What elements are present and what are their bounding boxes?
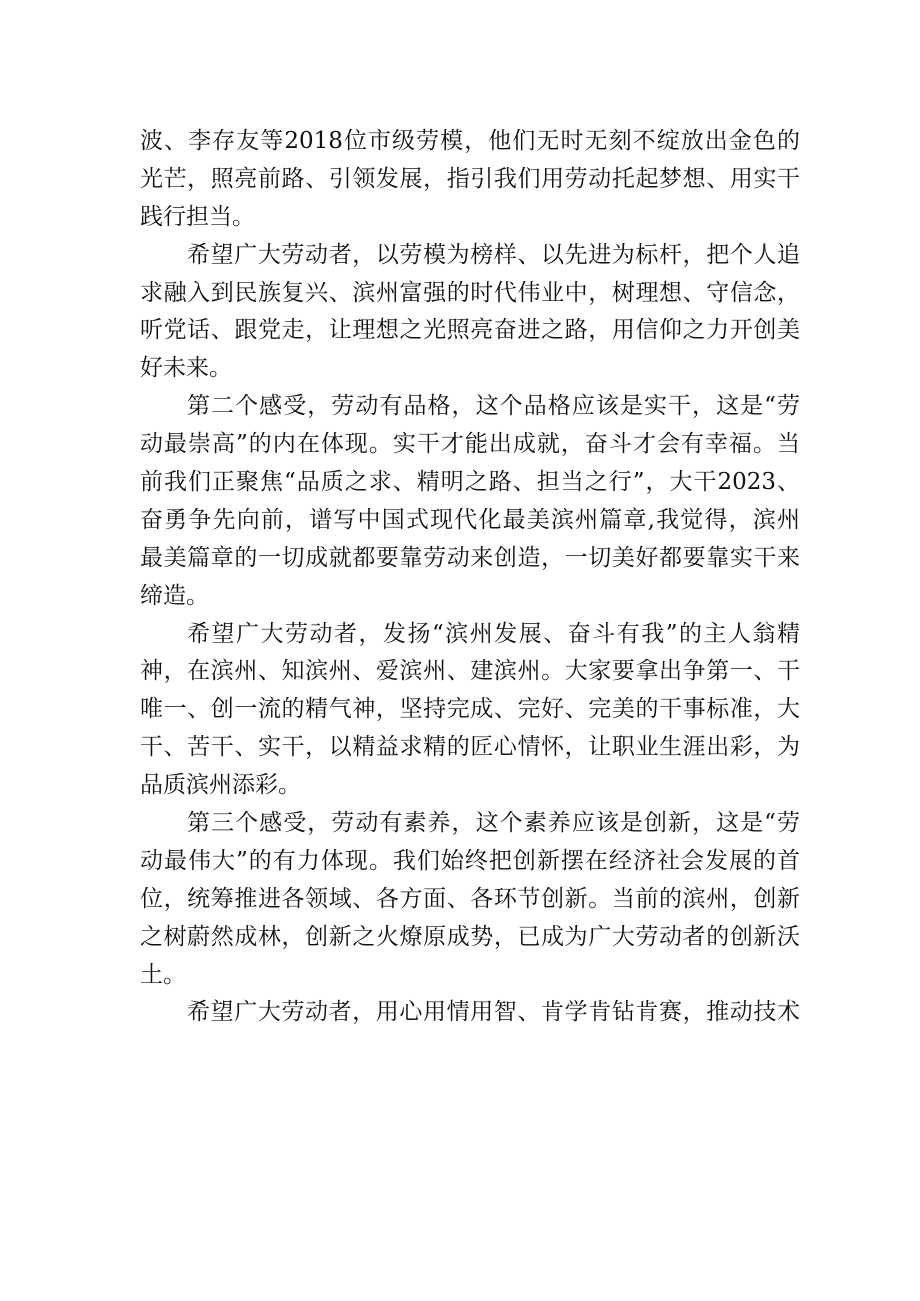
- body-text-line: 最美篇章的一切成就都要靠劳动来创造，一切美好都要靠实干来: [140, 544, 800, 571]
- body-text-line: 波、李存友等2018位市级劳模，他们无时无刻不绽放出金色的: [140, 128, 800, 154]
- body-text-line: 位，统筹推进各领域、各方面、各环节创新。当前的滨州，创新: [140, 885, 800, 912]
- body-text-line: 希望广大劳动者，以劳模为榜样、以先进为标杆，把个人追: [187, 241, 800, 268]
- body-text-line: 干、苦干、实干，以精益求精的匠心情怀，让职业生涯出彩，为: [140, 734, 800, 761]
- body-text-line: 前我们正聚焦“品质之求、精明之路、担当之行”，大干2023、: [140, 469, 800, 496]
- body-text-line: 土。: [140, 961, 186, 988]
- body-text-line: 第三个感受，劳动有素养，这个素养应该是创新，这是“劳: [187, 810, 800, 837]
- body-text-line: 之树蔚然成林，创新之火燎原成势，已成为广大劳动者的创新沃: [140, 923, 800, 950]
- body-text-line: 缔造。: [140, 582, 209, 609]
- body-text-line: 动最崇高”的内在体现。实干才能出成就，奋斗才会有幸福。当: [140, 431, 800, 458]
- body-text-line: 动最伟大”的有力体现。我们始终把创新摆在经济社会发展的首: [140, 847, 800, 874]
- body-text-line: 第二个感受，劳动有品格，这个品格应该是实干，这是“劳: [187, 393, 800, 420]
- body-text-line: 奋勇争先向前，谱写中国式现代化最美滨州篇章,我觉得，滨州: [140, 506, 800, 533]
- document-body: [140, 123, 800, 1032]
- body-text-line: 光芒，照亮前路、引领发展，指引我们用劳动托起梦想、用实干: [140, 165, 800, 192]
- body-text-line: 听党话、跟党走，让理想之光照亮奋进之路，用信仰之力开创美: [140, 317, 800, 344]
- body-text-line: 品质滨州添彩。: [140, 772, 301, 799]
- body-text-line: 践行担当。: [140, 203, 255, 230]
- body-text-line: 求融入到民族复兴、滨州富强的时代伟业中，树理想、守信念，: [140, 279, 800, 306]
- body-text-line: 好未来。: [140, 355, 232, 382]
- body-text-line: 唯一、创一流的精气神，坚持完成、完好、完美的干事标准，大: [140, 696, 800, 723]
- body-text-line: 希望广大劳动者，发扬“滨州发展、奋斗有我”的主人翁精: [187, 620, 800, 647]
- body-text-line: 希望广大劳动者，用心用情用智、肯学肯钻肯赛，推动技术: [187, 999, 800, 1026]
- body-text-line: 神，在滨州、知滨州、爱滨州、建滨州。大家要拿出争第一、干: [140, 658, 800, 685]
